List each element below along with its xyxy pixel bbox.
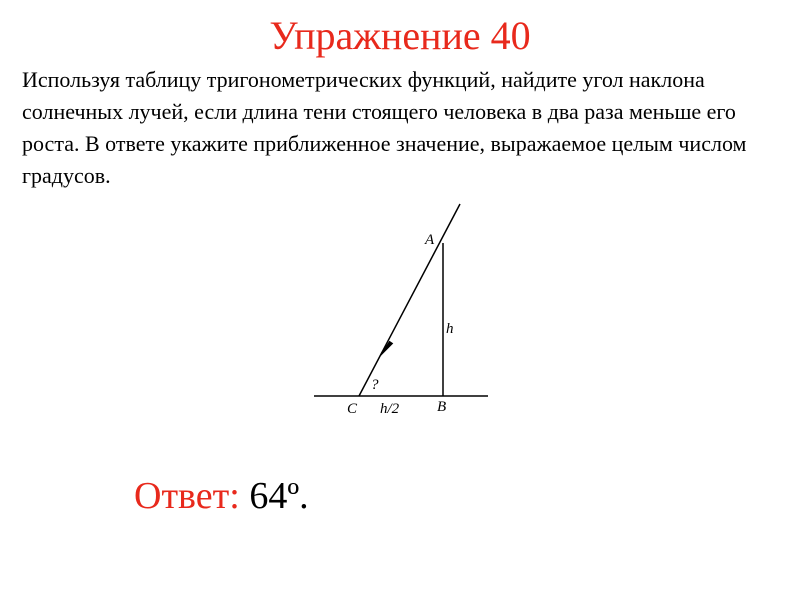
answer-line	[134, 472, 309, 520]
label-a: A	[425, 232, 435, 248]
task-text: Используя таблицу тригонометрических функций, найдите угол наклона солнечных лучей, если длина тени стоящего человека в два раза меньше его роста. В ответе укажите приближенное значение, выражаемое целым числом градусов.	[22, 67, 747, 188]
answer-value: 64º.	[239, 475, 309, 517]
sun-ray-line	[359, 204, 460, 396]
slide-title: Упражнение 40	[269, 13, 531, 58]
label-c: C	[347, 401, 358, 417]
triangle-diagram	[300, 195, 500, 435]
answer-label: Ответ:	[134, 475, 240, 517]
label-half-h: h/2	[380, 401, 400, 417]
label-h: h	[446, 321, 454, 337]
label-unknown-angle: ?	[371, 377, 379, 393]
label-b: B	[437, 399, 447, 415]
